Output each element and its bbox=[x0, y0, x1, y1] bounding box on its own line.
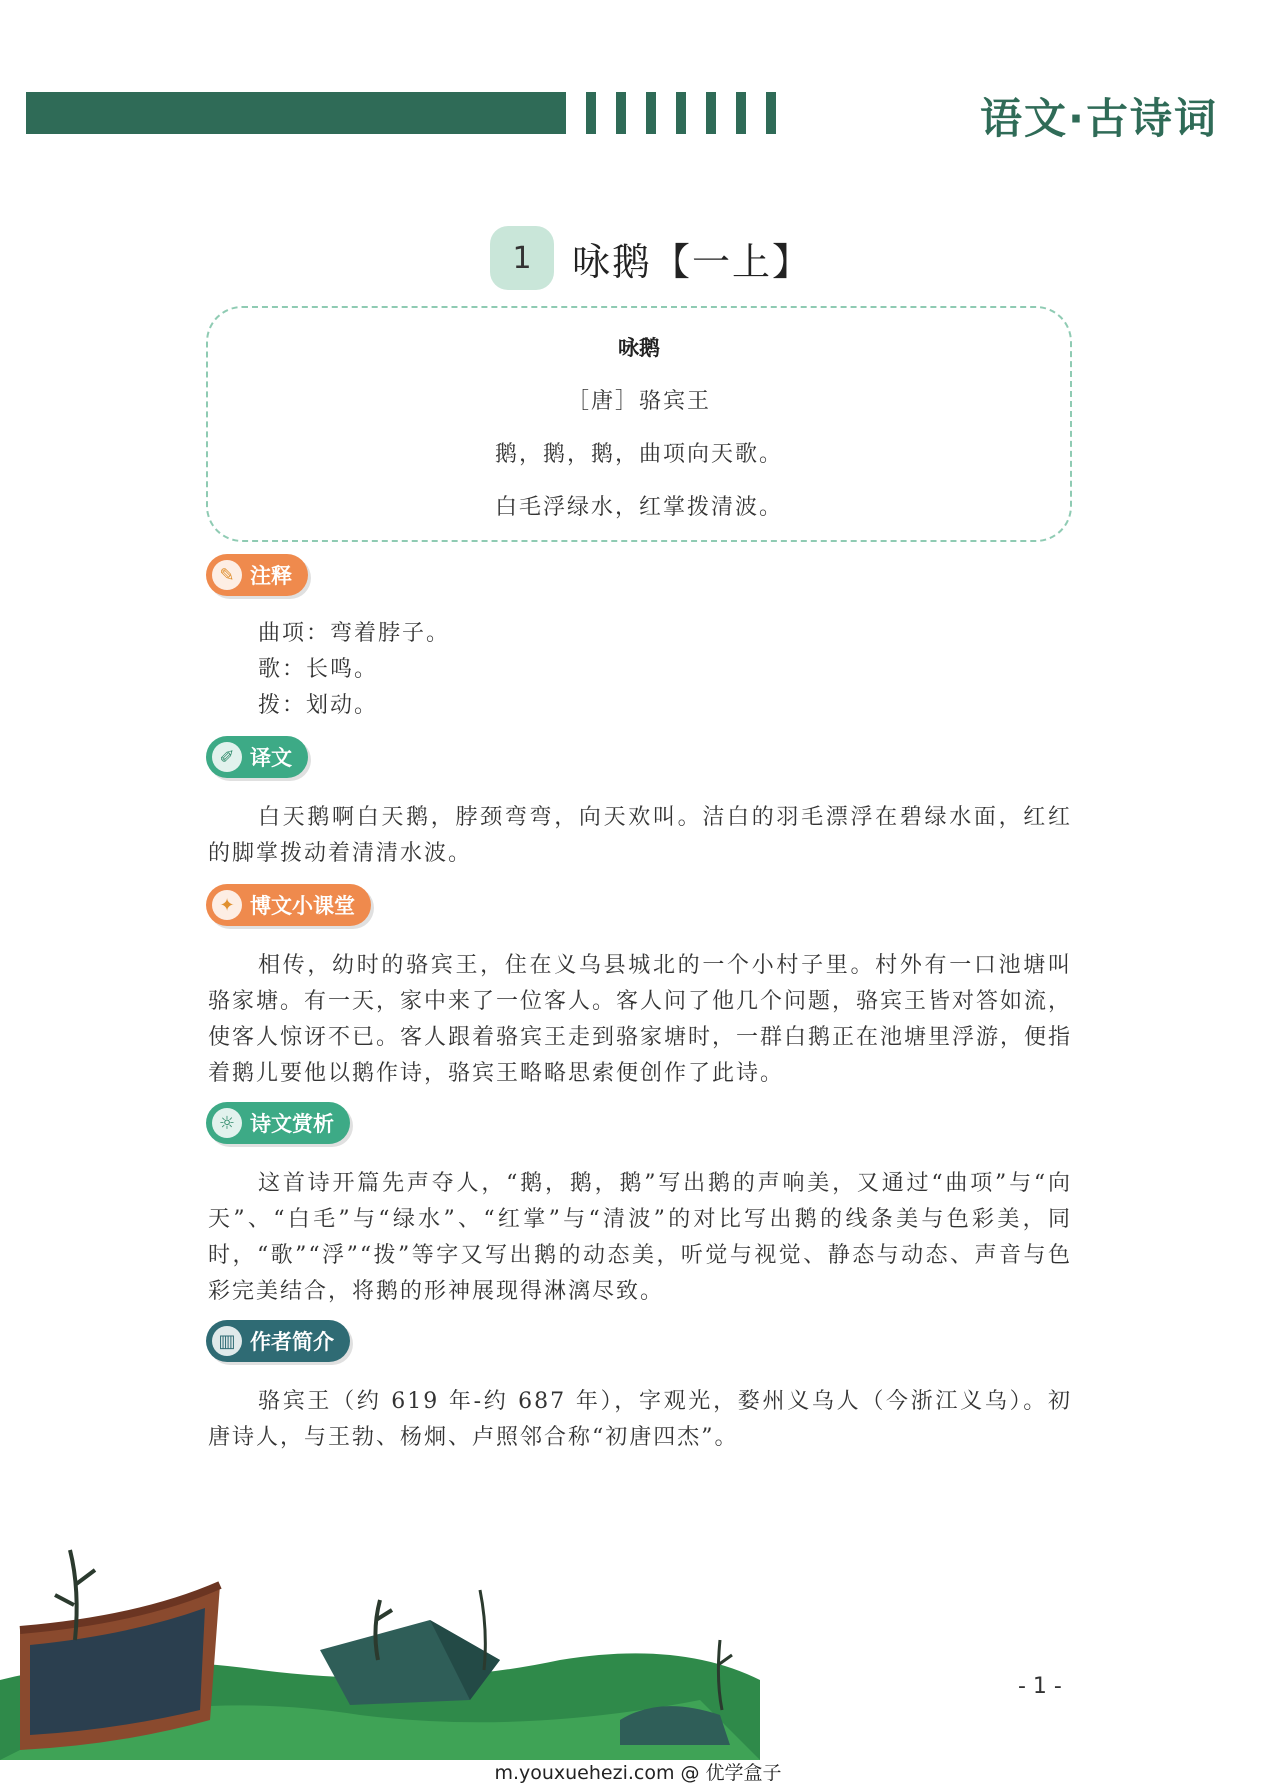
section-translation-text: 译文 bbox=[250, 746, 292, 770]
analysis-text: 这首诗开篇先声夺人，“鹅，鹅，鹅”写出鹅的声响美，又通过“曲项”与“向天”、“白毛”与“绿水”、“红掌”与“清波”的对比写出鹅的线条美与色彩美，同时，“歌”“浮”“拨”等字又写出鹅的动态美，听觉与视觉、静态与动态、声音与色彩完美结合，将鹅的形神展现得淋漓尽致。 bbox=[208, 1171, 1072, 1304]
lamp-icon: ☼ bbox=[212, 1108, 242, 1138]
page-number: - 1 - bbox=[1018, 1674, 1062, 1699]
section-author-text: 作者简介 bbox=[250, 1330, 334, 1354]
section-classroom-text: 博文小课堂 bbox=[250, 894, 355, 918]
notebook-icon: ✎ bbox=[212, 560, 242, 590]
poem-title: 咏鹅 bbox=[618, 335, 660, 360]
footer-url: m.youxuehezi.com @ 优学盒子 bbox=[494, 1762, 782, 1784]
note-item: 歌：长鸣。 bbox=[258, 657, 379, 682]
translation-text: 白天鹅啊白天鹅，脖颈弯弯，向天欢叫。洁白的羽毛漂浮在碧绿水面，红红的脚掌拨动着清清水波。 bbox=[208, 805, 1072, 866]
author-text: 骆宾王（约 619 年-约 687 年），字观光，婺州义乌人（今浙江义乌）。初唐诗人，与王勃、杨炯、卢照邻合称“初唐四杰”。 bbox=[208, 1389, 1072, 1450]
poem-author: ［唐］骆宾王 bbox=[566, 389, 711, 414]
pencil-icon: ✐ bbox=[212, 742, 242, 772]
section-classroom-label bbox=[206, 884, 371, 926]
lesson-title: 咏鹅【一上】 bbox=[572, 239, 813, 284]
poem-line-1: 鹅，鹅，鹅，曲项向天歌。 bbox=[494, 442, 783, 467]
books-icon: ▥ bbox=[212, 1326, 242, 1356]
section-translation-label bbox=[206, 736, 308, 778]
section-notes-text: 注释 bbox=[250, 564, 292, 588]
lesson-heading bbox=[490, 226, 812, 290]
section-analysis-label bbox=[206, 1102, 350, 1144]
section-author-label bbox=[206, 1320, 350, 1362]
poem-box bbox=[206, 306, 1072, 542]
classroom-text: 相传，幼时的骆宾王，住在义乌县城北的一个小村子里。村外有一口池塘叫骆家塘。有一天，家中来了一位客人。客人问了他几个问题，骆宾王皆对答如流，使客人惊讶不已。客人跟着骆宾王走到骆家塘时，一群白鹅正在池塘里浮游，便指着鹅儿要他以鹅作诗，骆宾王略略思索便创作了此诗。 bbox=[208, 953, 1073, 1086]
lesson-number-badge: 1 bbox=[490, 226, 554, 290]
section-analysis-text: 诗文赏析 bbox=[250, 1112, 334, 1136]
landscape-illustration bbox=[0, 1530, 760, 1760]
header-title: 语文·古诗词 bbox=[980, 94, 1218, 143]
note-item: 拨：划动。 bbox=[258, 693, 379, 718]
header-bar bbox=[26, 92, 566, 134]
lightbulb-icon: ✦ bbox=[212, 890, 242, 920]
poem-line-2: 白毛浮绿水，红掌拨清波。 bbox=[494, 495, 783, 520]
header-stripes bbox=[586, 92, 776, 134]
section-notes-label bbox=[206, 554, 308, 596]
note-item: 曲项：弯着脖子。 bbox=[258, 621, 451, 646]
notes-list bbox=[258, 616, 450, 724]
